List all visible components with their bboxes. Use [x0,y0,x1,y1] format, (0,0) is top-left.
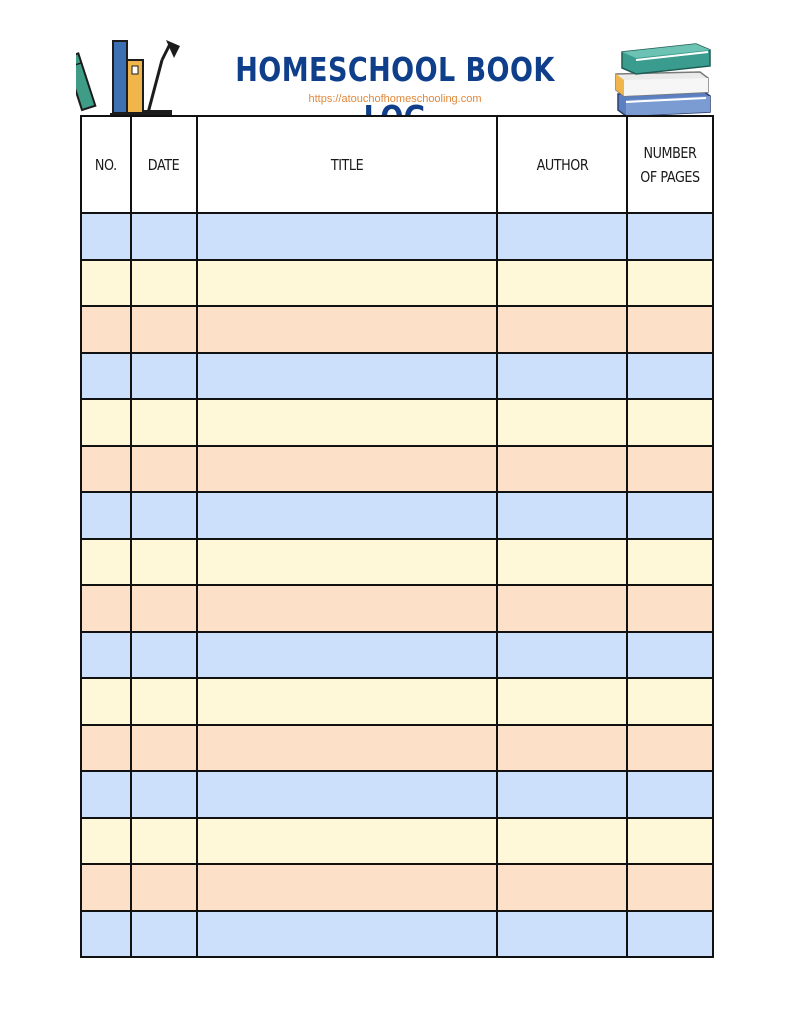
cell-no[interactable] [81,306,131,353]
website-url: https://atouchofhomeschooling.com [308,93,482,105]
cell-pages[interactable] [627,539,713,586]
cell-title[interactable] [197,353,497,400]
cell-title[interactable] [197,911,497,958]
cell-pages[interactable] [627,213,713,260]
table-row [81,399,713,446]
cell-date[interactable] [131,539,197,586]
table-row [81,492,713,539]
cell-no[interactable] [81,539,131,586]
cell-pages[interactable] [627,632,713,679]
column-header-no: NO. [81,116,131,213]
cell-date[interactable] [131,771,197,818]
cell-author[interactable] [497,632,627,679]
column-header-author: AUTHOR [497,116,627,213]
cell-pages[interactable] [627,678,713,725]
cell-author[interactable] [497,771,627,818]
cell-pages[interactable] [627,585,713,632]
cell-author[interactable] [497,213,627,260]
cell-author[interactable] [497,492,627,539]
cell-pages[interactable] [627,911,713,958]
cell-no[interactable] [81,725,131,772]
column-header-date: DATE [131,116,197,213]
cell-date[interactable] [131,632,197,679]
cell-date[interactable] [131,818,197,865]
table-row [81,306,713,353]
table-row [81,911,713,958]
cell-title[interactable] [197,632,497,679]
cell-title[interactable] [197,585,497,632]
cell-author[interactable] [497,353,627,400]
cell-pages[interactable] [627,818,713,865]
cell-date[interactable] [131,399,197,446]
cell-no[interactable] [81,260,131,307]
cell-date[interactable] [131,585,197,632]
cell-title[interactable] [197,492,497,539]
cell-author[interactable] [497,864,627,911]
cell-date[interactable] [131,260,197,307]
cell-pages[interactable] [627,864,713,911]
table-row [81,771,713,818]
cell-title[interactable] [197,539,497,586]
cell-author[interactable] [497,725,627,772]
cell-title[interactable] [197,818,497,865]
book-log-table [80,115,714,958]
page-title: HOMESCHOOL BOOK [235,50,555,89]
cell-date[interactable] [131,492,197,539]
cell-title[interactable] [197,306,497,353]
cell-title[interactable] [197,213,497,260]
cell-date[interactable] [131,725,197,772]
cell-pages[interactable] [627,353,713,400]
cell-no[interactable] [81,911,131,958]
cell-date[interactable] [131,864,197,911]
cell-pages[interactable] [627,306,713,353]
cell-author[interactable] [497,911,627,958]
books-and-lamp-icon [76,38,184,118]
book-stack-icon [612,38,716,120]
cell-date[interactable] [131,678,197,725]
cell-date[interactable] [131,306,197,353]
cell-no[interactable] [81,353,131,400]
cell-date[interactable] [131,213,197,260]
cell-pages[interactable] [627,446,713,493]
cell-pages[interactable] [627,399,713,446]
cell-date[interactable] [131,911,197,958]
cell-pages[interactable] [627,492,713,539]
cell-author[interactable] [497,260,627,307]
cell-title[interactable] [197,260,497,307]
table-row [81,446,713,493]
table-row [81,260,713,307]
table-body [81,213,713,957]
table-row [81,678,713,725]
cell-title[interactable] [197,399,497,446]
cell-title[interactable] [197,446,497,493]
cell-no[interactable] [81,771,131,818]
table-row [81,725,713,772]
table-row [81,539,713,586]
cell-title[interactable] [197,678,497,725]
cell-author[interactable] [497,306,627,353]
cell-date[interactable] [131,353,197,400]
column-header-title: TITLE [197,116,497,213]
table-row [81,585,713,632]
column-header-number-of-pages: NUMBER OF PAGES [627,116,713,213]
table-row [81,353,713,400]
cell-author[interactable] [497,539,627,586]
cell-date[interactable] [131,446,197,493]
table-row [81,818,713,865]
cell-author[interactable] [497,678,627,725]
cell-author[interactable] [497,818,627,865]
cell-no[interactable] [81,446,131,493]
cell-title[interactable] [197,771,497,818]
cell-pages[interactable] [627,260,713,307]
cell-no[interactable] [81,585,131,632]
table-header-row [81,116,713,213]
cell-author[interactable] [497,399,627,446]
cell-pages[interactable] [627,771,713,818]
cell-author[interactable] [497,446,627,493]
table-row [81,213,713,260]
cell-title[interactable] [197,725,497,772]
cell-author[interactable] [497,585,627,632]
cell-no[interactable] [81,399,131,446]
cell-no[interactable] [81,864,131,911]
cell-pages[interactable] [627,725,713,772]
cell-no[interactable] [81,213,131,260]
table-row [81,864,713,911]
cell-no[interactable] [81,818,131,865]
cell-no[interactable] [81,632,131,679]
table-row [81,632,713,679]
cell-no[interactable] [81,678,131,725]
cell-title[interactable] [197,864,497,911]
cell-no[interactable] [81,492,131,539]
